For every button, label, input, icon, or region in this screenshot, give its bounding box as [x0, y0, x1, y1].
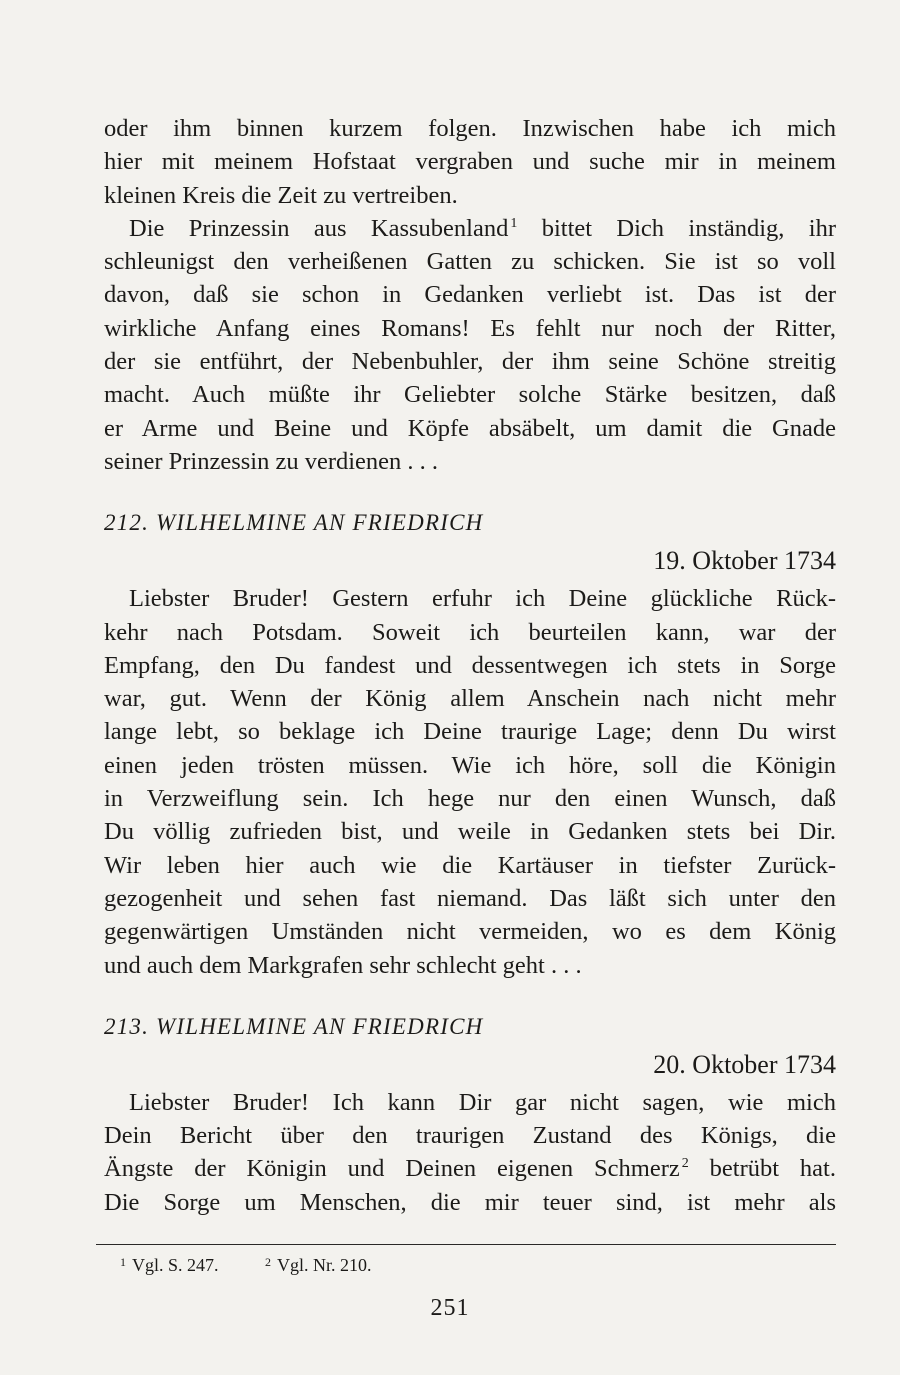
footnote-divider — [96, 1244, 836, 1245]
paragraph-continuation — [104, 112, 836, 212]
text-line: davon, daß sie schon in Gedanken verliebt ist. Das ist der — [104, 281, 836, 309]
text-line: Du völlig zufrieden bist, und weile in Gedanken stets bei Dir. — [104, 818, 836, 846]
footnote-marker: 2 — [681, 1156, 689, 1172]
letter-date-213: 20. Oktober 1734 — [653, 1049, 836, 1079]
footnote-2 — [265, 1250, 372, 1277]
text-line: Die Sorge um Menschen, die mir teuer sind, ist mehr als — [104, 1188, 836, 1216]
text-line: kleinen Kreis die Zeit zu vertreiben. — [104, 181, 458, 209]
text-line: seiner Prinzessin zu verdienen . . . — [104, 447, 439, 475]
footnote-number: 2 — [265, 1255, 272, 1269]
page-number: 251 — [430, 1295, 470, 1321]
text-line: einen jeden trösten müssen. Wie ich höre, soll die Königin — [104, 751, 836, 779]
letter-heading-213: 213. WILHELMINE AN FRIEDRICH — [104, 1013, 484, 1039]
text-line: wirkliche Anfang eines Romans! Es fehlt nur noch der Ritter, — [104, 314, 836, 342]
text-line: der sie entführt, der Nebenbuhler, der ihm seine Schöne streitig — [104, 348, 836, 376]
text-line: in Verzweiflung sein. Ich hege nur den einen Wunsch, daß — [104, 785, 836, 813]
footnote-marker: 1 — [510, 215, 518, 231]
text-line: er Arme und Beine und Köpfe absäbelt, um damit die Gnade — [104, 414, 836, 442]
text-line: war, gut. Wenn der König allem Anschein nach nicht mehr — [104, 685, 836, 713]
text-line: macht. Auch müßte ihr Geliebter solche Stärke besitzen, daß — [104, 381, 836, 409]
text-line: oder ihm binnen kurzem folgen. Inzwischen habe ich mich — [104, 115, 836, 142]
text-fragment: Ängste der Königin und Deinen eigenen Schmerz — [104, 1155, 680, 1183]
text-fragment: bittet Dich inständig, ihr — [517, 214, 836, 242]
text-line: lange lebt, so beklage ich Deine traurige Lage; denn Du wirst — [104, 718, 836, 746]
text-line — [104, 212, 836, 245]
text-line: kehr nach Potsdam. Soweit ich beurteilen kann, war der — [104, 618, 836, 646]
text-line: Liebster Bruder! Gestern erfuhr ich Deine glückliche Rück- — [129, 585, 836, 613]
footnote-text: Vgl. S. 247. — [132, 1255, 219, 1275]
text-line: gezogenheit und sehen fast niemand. Das läßt sich unter den — [104, 884, 836, 912]
footnote-text: Vgl. Nr. 210. — [277, 1255, 372, 1275]
footnote-1 — [120, 1250, 219, 1277]
letter-heading-212: 212. WILHELMINE AN FRIEDRICH — [104, 510, 484, 536]
footnotes — [120, 1250, 414, 1277]
text-line: gegenwärtigen Umständen nicht vermeiden, wo es dem König — [104, 918, 836, 946]
text-fragment: betrübt hat. — [688, 1155, 836, 1183]
text-fragment: Die Prinzessin aus Kassubenland — [129, 214, 509, 242]
text-line: hier mit meinem Hofstaat vergraben und suche mir in meinem — [104, 148, 836, 176]
letter-date-212: 19. Oktober 1734 — [653, 546, 836, 576]
paragraph-prinzessin — [104, 212, 836, 478]
text-line: Dein Bericht über den traurigen Zustand des Königs, die — [104, 1122, 836, 1150]
text-line: Wir leben hier auch wie die Kartäuser in tiefster Zurück- — [104, 851, 836, 879]
text-line: und auch dem Markgrafen sehr schlecht geht . . . — [104, 951, 582, 979]
text-line — [104, 1152, 836, 1185]
text-line: schleunigst den verheißenen Gatten zu schicken. Sie ist so voll — [104, 248, 836, 276]
page-body — [104, 112, 836, 1219]
footnote-number: 1 — [120, 1255, 126, 1269]
text-line: Empfang, den Du fandest und dessentwegen ich stets in Sorge — [104, 651, 836, 679]
letter-body-212 — [104, 582, 836, 982]
text-line: Liebster Bruder! Ich kann Dir gar nicht sagen, wie mich — [129, 1088, 836, 1116]
letter-body-213 — [104, 1086, 836, 1219]
